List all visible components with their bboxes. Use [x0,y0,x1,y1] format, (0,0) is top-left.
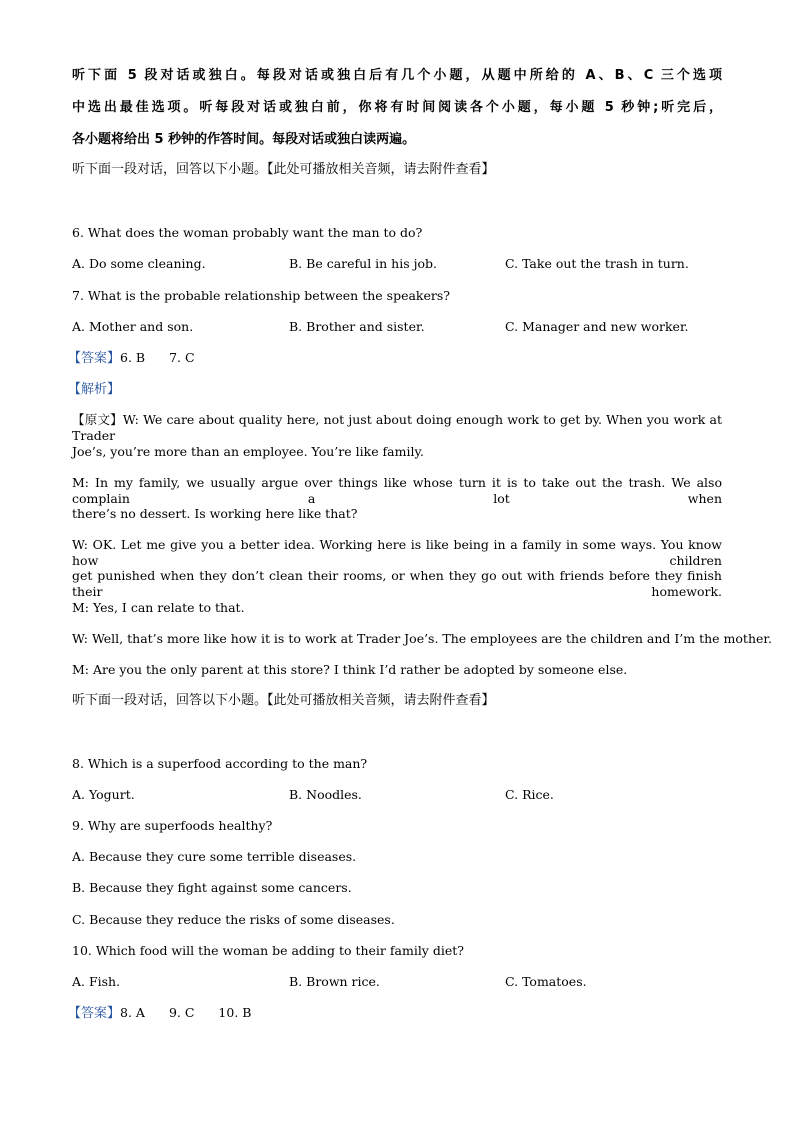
answer-row-1 [68,350,195,367]
analysis-tag: 【解析】 [68,382,121,397]
answer-9: 9. C [168,1005,195,1020]
instructions-line-2: 中选出最佳选项。听每段对话或独白前，你将有时间阅读各个小题，每小题 5 秒钟;听完后， [72,100,722,115]
transcript-line-5: W: OK. Let me give you a better idea. Working here is like being in a family in some ways. You know how children [72,537,722,568]
transcript-line-9: M: Are you the only parent at this store? I think I’d rather be adopted by someone else. [72,662,628,677]
question-10-option-a: A. Fish. [72,974,121,989]
question-8-option-a: A. Yogurt. [72,787,135,802]
question-8-option-b: B. Noodles. [289,787,362,802]
question-9-stem: 9. Why are superfoods healthy? [72,818,273,833]
transcript-line-2: Joe’s, you’re more than an employee. You’re like family. [72,444,424,459]
question-8-stem: 8. Which is a superfood according to the man? [72,756,368,771]
question-7-option-b: B. Brother and sister. [289,319,425,334]
answer-10: 10. B [218,1005,252,1020]
answer-7: 7. C [169,350,195,365]
transcript-line-8: W: Well, that’s more like how it is to work at Trader Joe’s. The employees are the children and I’m the mother. [72,631,772,646]
question-6-option-c: C. Take out the trash in turn. [505,256,689,271]
question-10-option-c: C. Tomatoes. [505,974,587,989]
question-10-stem: 10. Which food will the woman be adding to their family diet? [72,943,464,958]
answer-6: 6. B [120,350,146,365]
transcript-line-1: 【原文】W: We care about quality here, not just about doing enough work to get by. When you work at Trader [72,412,722,443]
question-7-option-a: A. Mother and son. [72,319,194,334]
answer-tag: 【答案】 [68,351,121,366]
transcript-line-3: M: In my family, we usually argue over things like whose turn it is to take out the trash. We also complain a lot when [72,475,722,506]
question-7-stem: 7. What is the probable relationship between the speakers? [72,288,450,303]
section1-intro: 听下面一段对话，回答以下小题。【此处可播放相关音频，请去附件查看】 [72,162,495,177]
question-9-option-c: C. Because they reduce the risks of some diseases. [72,912,395,927]
question-6-stem: 6. What does the woman probably want the man to do? [72,225,423,240]
question-6-option-b: B. Be careful in his job. [289,256,437,271]
question-9-option-b: B. Because they fight against some cancers. [72,880,352,895]
instructions-line-1: 听下面 5 段对话或独白。每段对话或独白后有几个小题，从题中所给的 A、B、C 三个选项 [72,68,722,83]
instructions-line-3: 各小题将给出 5 秒钟的作答时间。每段对话或独白读两遍。 [72,132,416,147]
answer-8: 8. A [120,1005,145,1020]
analysis-row [68,381,120,398]
section2-intro: 听下面一段对话，回答以下小题。【此处可播放相关音频，请去附件查看】 [72,693,495,708]
transcript-line-4: there’s no dessert. Is working here like that? [72,506,358,521]
question-8-option-c: C. Rice. [505,787,554,802]
question-10-option-b: B. Brown rice. [289,974,380,989]
question-6-option-a: A. Do some cleaning. [72,256,206,271]
transcript-line-7: M: Yes, I can relate to that. [72,600,245,615]
question-7-option-c: C. Manager and new worker. [505,319,689,334]
transcript-line-6: get punished when they don’t clean their rooms, or when they go out with friends before they finish their homework. [72,568,722,599]
answer-row-2 [68,1005,251,1022]
answer-tag: 【答案】 [68,1006,121,1021]
question-9-option-a: A. Because they cure some terrible diseases. [72,849,357,864]
